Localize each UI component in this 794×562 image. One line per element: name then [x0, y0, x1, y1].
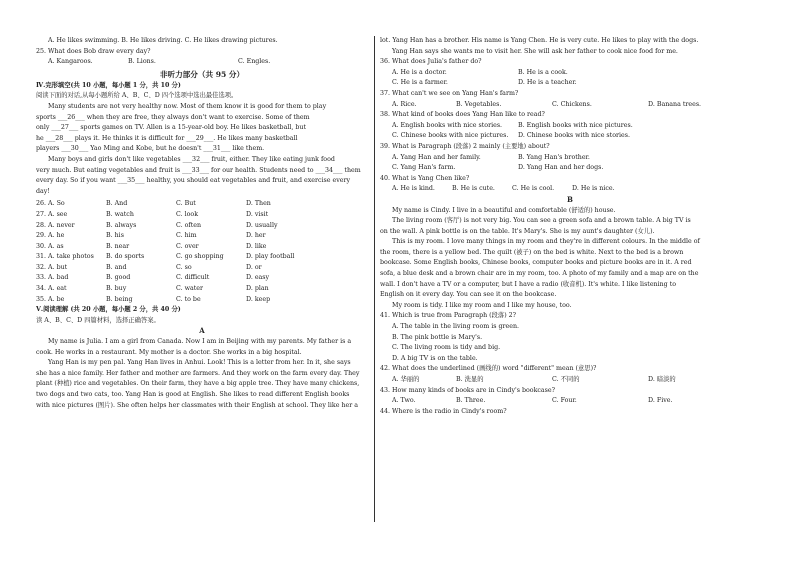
option: C. Yang Han's farm. [392, 164, 456, 172]
option: C. He is cool. [512, 185, 555, 193]
option: C. him [176, 232, 197, 240]
cloze-passage [36, 102, 368, 197]
passage-line: bookcase. Some English books, Chinese books, computer books and picture books are in it. A red [380, 259, 692, 267]
cloze-option-row [36, 231, 368, 242]
option: D. He is nice. [572, 185, 615, 193]
passage-line: sofa, a blue desk and a brown chair are in my room, too. A photo of my family and a map are on the [380, 270, 699, 278]
q25-question: 25. What does Bob draw every day? [36, 47, 151, 55]
q41-option: A. The table in the living room is green. [392, 323, 520, 331]
option: C. over [176, 242, 199, 250]
q43-question: 43. How many kinds of books are in Cindy's bookcase? [380, 386, 556, 394]
option: B. 洗显的 [456, 376, 484, 383]
q38-options [380, 131, 760, 142]
right-column [380, 36, 760, 417]
option: B. Vegetables. [456, 100, 502, 108]
option: 32. A. but [36, 263, 68, 271]
q39-options [380, 163, 760, 174]
option: D. her [246, 232, 266, 240]
section-4-instruction: 阅读下面的对话,从每小题所给 A、B、C、D 四个选项中选出最佳选项。 [36, 92, 238, 100]
passage-b-label: B [567, 194, 573, 204]
option: D. plan [246, 285, 269, 293]
q44-question: 44. Where is the radio in Cindy's room? [380, 407, 507, 415]
option: B. English books with nice pictures. [518, 121, 633, 129]
passage-line: This is my room. I love many things in my room and they're in different colours. In the middle of [392, 238, 700, 246]
option: D. play football [246, 253, 295, 261]
cloze-option-row [36, 273, 368, 284]
option: D. or [246, 263, 262, 271]
option: D. visit [246, 210, 269, 218]
q40-options [380, 184, 760, 195]
option: B. good [106, 274, 131, 282]
option: A. He is a doctor. [392, 68, 447, 76]
option: C. But [176, 200, 196, 208]
passage-line: on the wall. A pink bottle is on the table. It's Mary's. She is my aunt's daughter (女儿). [380, 227, 655, 235]
option: B. watch [106, 210, 134, 218]
cloze-options [36, 199, 368, 305]
option: B. being [106, 295, 133, 303]
q43-options [380, 396, 760, 407]
option: 26. A. So [36, 200, 65, 208]
option: B. and [106, 263, 127, 271]
option: C. difficult [176, 274, 210, 282]
option: C. so [176, 263, 192, 271]
option: 33. A. bad [36, 274, 69, 282]
option: B. Three. [456, 397, 486, 405]
cloze-option-row [36, 284, 368, 295]
option: D. Chinese books with nice stories. [518, 132, 630, 140]
cloze-option-row [36, 242, 368, 253]
passage-line: Yang Han says she wants me to visit her. She will ask her father to cook nice food for me. [392, 47, 678, 55]
q41-option: C. The living room is tidy and big. [392, 344, 501, 352]
q39-question: 39. What is Paragraph (段落) 2 mainly (主要地) about? [380, 142, 550, 150]
section-5-title: Ⅴ.阅读理解 (共 20 小题，每小题 2 分，共 40 分) [36, 306, 181, 314]
passage-line: wall. I don't have a TV or a computer, but I have a radio (收音机). It's white. I like listening to [380, 280, 677, 288]
q42-options [380, 375, 760, 386]
option: 28. A. never [36, 221, 75, 229]
q42-question: 42. What does the underlined (画线的) word "different" mean (意思)? [380, 365, 597, 373]
cloze-option-row [36, 210, 368, 221]
passage-line: Yang Han is my pen pal. Yang Han lives in Anhui. Look! This is a letter from her. In it, she says [48, 359, 351, 367]
passage-line: My room is tidy. I like my room and I like my house, too. [392, 301, 572, 309]
q36-question: 36. What does Julia's father do? [380, 58, 482, 66]
option: B. He is cute. [452, 185, 495, 193]
option: D. Then [246, 200, 271, 208]
option: C. look [176, 210, 199, 218]
option: 31. A. take photos [36, 253, 94, 261]
q41-question: 41. Which is true from Paragraph (段落) 2? [380, 312, 517, 320]
option: B. And [106, 200, 128, 208]
option: D. usually [246, 221, 278, 229]
q39-options [380, 153, 760, 164]
passage-line: cook. He works in a restaurant. My mother is a doctor. She works in a big hospital. [36, 348, 302, 356]
passage-line: My name is Julia. I am a girl from Canada. Now I am in Beijing with my parents. My father is a [48, 338, 352, 346]
option: C. He is a farmer. [392, 79, 448, 87]
part-title: 非听力部分（共 95 分） [159, 69, 245, 79]
cloze-line: every day. So if you want ___35___ healthy, you should eat vegetables and fruit, and exercise every [36, 177, 351, 185]
cloze-option-row [36, 295, 368, 306]
passage-b [380, 206, 760, 312]
q37-options [380, 100, 760, 111]
passage-line: she has a nice family. Her father and mother are farmers. And they work on the farm every day. They [36, 369, 360, 377]
option: B. do sports [106, 253, 145, 261]
option: A. He is kind. [392, 185, 435, 193]
cloze-line: Many students are not very healthy now. Most of them know it is good for them to play [48, 102, 327, 110]
option: B. He is a cook. [518, 68, 568, 76]
option: C. Chinese books with nice pictures. [392, 132, 509, 140]
option: A. English books with nice stories. [392, 121, 503, 129]
passage-line: plant (种植) rice and vegetables. On their farm, they have a big apple tree. They have many chickens, [36, 380, 360, 388]
column-divider [374, 36, 375, 522]
option: D. Banana trees. [648, 100, 702, 108]
option: D. Five. [648, 397, 673, 405]
option: B. Yang Han's brother. [518, 153, 590, 161]
option: A. 华丽的 [392, 376, 420, 383]
passage-line: the room, there is a yellow bed. The quilt (被子) on the bed is white. Next to the bed is a brown [380, 248, 684, 256]
section-4-title: Ⅳ.完形填空(共 10 小题，每小题 1 分，共 10 分) [36, 81, 181, 89]
option: B. always [106, 221, 137, 229]
q36-options [380, 78, 760, 89]
option: A. Two. [392, 397, 416, 405]
cloze-line: Many boys and girls don't like vegetables ___32___ fruit, either. They like eating junk food [48, 155, 335, 163]
passage-line: with nice pictures (图片). She often helps her classmates with their English at school. They like her a [36, 401, 358, 409]
passage-line: two dogs and two cats, too. Yang Han is good at English. She likes to read different English books [36, 391, 350, 398]
q40-question: 40. What is Yang Chen like? [380, 174, 470, 182]
cloze-option-row [36, 199, 368, 210]
cloze-option-row [36, 221, 368, 232]
cloze-line: day! [36, 187, 50, 195]
cloze-option-row [36, 263, 368, 274]
option: A. Rice. [392, 100, 417, 108]
passage-line: English on it every day. You can see it on the bookcase. [380, 291, 557, 299]
q41-option: D. A big TV is on the table. [392, 354, 478, 362]
option: D. Yang Han and her dogs. [518, 164, 604, 172]
option: C. Engles. [238, 58, 271, 66]
cloze-line: he ___28___ plays it. He thinks it is difficult for ___29___. He likes many basketball [36, 134, 298, 142]
option: A. Yang Han and her family. [392, 153, 481, 161]
option: D. keep [246, 295, 271, 303]
option: B. Lions. [128, 58, 156, 66]
section-5-instruction: 读 A、B、C、D 四篇材料，选择正确答案。 [36, 316, 160, 324]
option: C. to be [176, 295, 201, 303]
left-column [36, 36, 368, 411]
cloze-line: very much. But eating vegetables and fruit is ___33___ for our health. Students need to ___34___ them [36, 166, 361, 174]
option: 27. A. see [36, 210, 68, 218]
option: 29. A. he [36, 232, 65, 240]
option: 30. A. as [36, 242, 64, 250]
q36-options [380, 68, 760, 79]
option: B. buy [106, 285, 127, 293]
option: C. often [176, 221, 202, 229]
q41-option: B. The pink bottle is Mary's. [392, 333, 483, 341]
option: 35. A. be [36, 295, 65, 303]
q25-options [36, 57, 368, 68]
passage-line: My name is Cindy. I live in a beautiful and comfortable (舒适的) house. [392, 206, 616, 214]
q24-options: A. He likes swimming. B. He likes driving. C. He likes drawing pictures. [48, 37, 278, 44]
option: D. He is a teacher. [518, 79, 577, 87]
option: D. 暗淡的 [648, 376, 676, 383]
cloze-line: only ___27___ sports games on TV. Allen is a 15-year-old boy. He likes basketball, but [36, 124, 306, 132]
q37-question: 37. What can't we see on Yang Han's farm? [380, 89, 519, 97]
q38-options [380, 121, 760, 132]
passage-line: lot. Yang Han has a brother. His name is Yang Chen. He is very cute. He likes to play with the dogs. [380, 37, 699, 44]
passage-a-label: A [199, 326, 205, 336]
option: C. Chickens. [552, 100, 592, 108]
option: C. Four. [552, 397, 577, 405]
option: D. easy [246, 274, 270, 282]
option: 34. A. eat [36, 285, 67, 293]
cloze-line: players ___30___ Yao Ming and Kobe, but he doesn't ___31___ like them. [36, 145, 265, 153]
cloze-line: sports ___26___ when they are free, they always don't want to exercise. Some of them [36, 113, 310, 121]
option: A. Kangaroos. [48, 58, 93, 66]
option: C. water [176, 285, 204, 293]
option: B. near [106, 242, 130, 250]
passage-a [36, 337, 368, 411]
option: C. 不同的 [552, 376, 580, 383]
option: C. go shopping [176, 253, 224, 261]
q38-question: 38. What kind of books does Yang Han like to read? [380, 111, 545, 119]
option: B. his [106, 232, 124, 240]
passage-line: The living room (客厅) is not very big. You can see a green sofa and a brown table. A big TV is [392, 217, 691, 225]
option: D. like [246, 242, 267, 250]
cloze-option-row [36, 252, 368, 263]
